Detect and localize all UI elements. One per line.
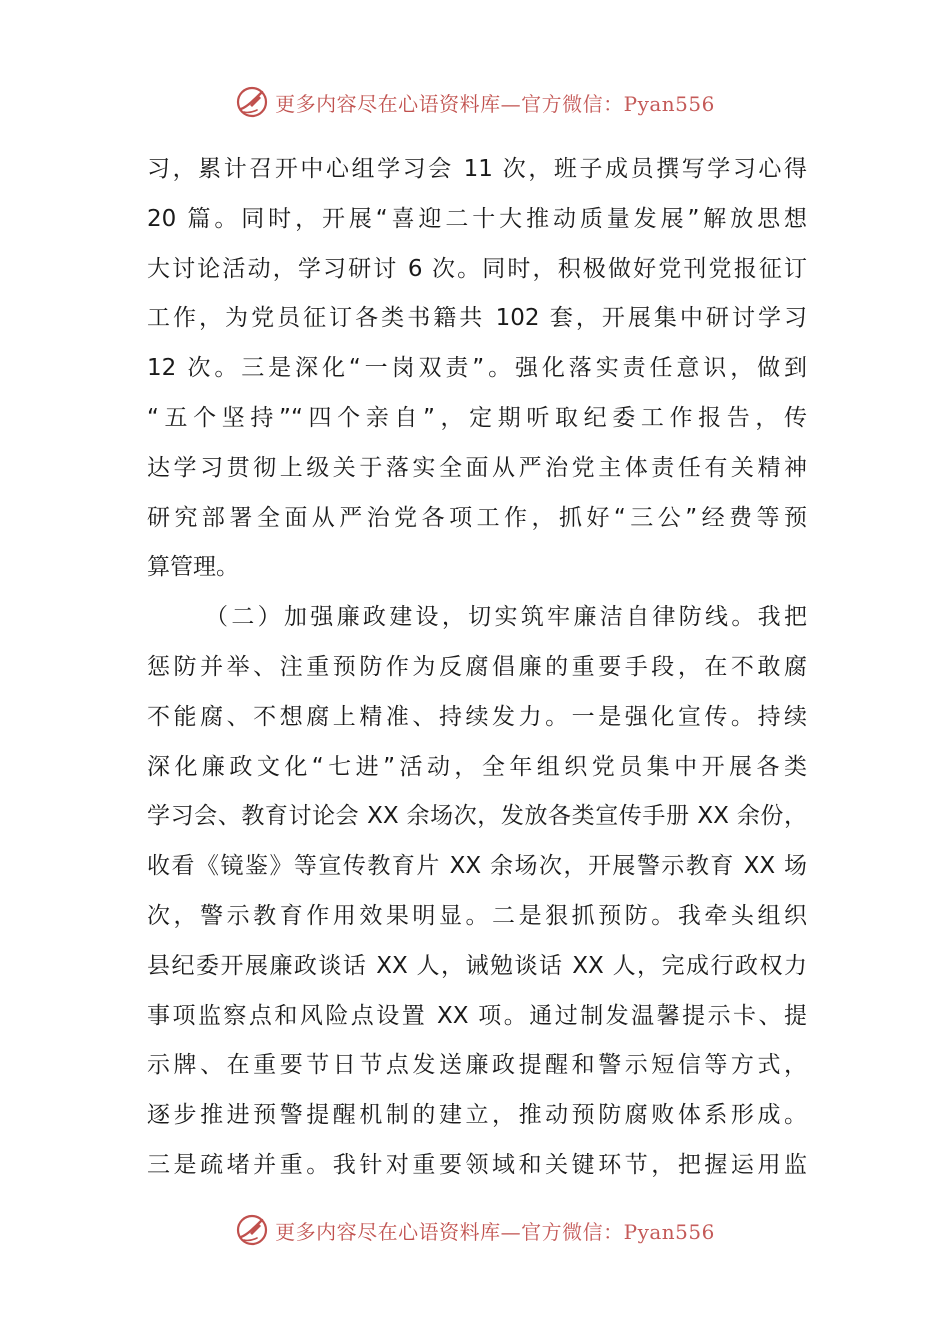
body-line: 研究部署全面从严治党各项工作，抓好“三公”经费等预 <box>147 504 807 531</box>
footer-banner <box>0 1210 950 1250</box>
body-line: 逐步推进预警提醒机制的建立，推动预防腐败体系形成。 <box>147 1102 807 1129</box>
body-line: 次，警示教育作用效果明显。二是狠抓预防。我牵头组织 <box>147 902 807 929</box>
pen-logo-icon <box>235 1213 269 1247</box>
body-line: 20 篇。同时，开展“喜迎二十大推动质量发展”解放思想 <box>147 205 807 232</box>
body-line: “五个坚持”“四个亲自”，定期听取纪委工作报告，传 <box>147 404 807 431</box>
body-line: 收看《镜鉴》等宣传教育片 XX 余场次，开展警示教育 XX 场 <box>147 853 807 880</box>
footer-banner-contact: 官方微信：Pyan556 <box>521 1219 715 1244</box>
body-line: 12 次。三是深化“一岗双责”。强化落实责任意识，做到 <box>147 355 807 382</box>
footer-banner-text: 更多内容尽在心语资料库 <box>275 1219 501 1244</box>
body-line: 县纪委开展廉政谈话 XX 人，诫勉谈话 XX 人，完成行政权力 <box>147 952 807 979</box>
body-line: 不能腐、不想腐上精准、持续发力。一是强化宣传。持续 <box>147 703 807 730</box>
section-heading-line: （二）加强廉政建设，切实筑牢廉洁自律防线。我把 <box>205 604 807 631</box>
body-line: 习，累计召开中心组学习会 11 次，班子成员撰写学习心得 <box>147 156 807 182</box>
body-line: 事项监察点和风险点设置 XX 项。通过制发温馨提示卡、提 <box>147 1002 807 1029</box>
body-line: 算管理。 <box>147 554 239 581</box>
body-line: 示牌、在重要节日节点发送廉政提醒和警示短信等方式， <box>147 1052 807 1079</box>
pen-logo-icon <box>235 85 269 119</box>
document-body <box>147 145 807 1191</box>
body-line: 三是疏堵并重。我针对重要领域和关键环节，把握运用监 <box>147 1151 807 1178</box>
body-line: 惩防并举、注重预防作为反腐倡廉的重要手段，在不敢腐 <box>147 653 807 680</box>
header-banner-contact: 官方微信：Pyan556 <box>521 91 715 116</box>
header-banner <box>0 82 950 122</box>
footer-banner-dash: — <box>500 1219 522 1244</box>
body-line: 深化廉政文化“七进”活动，全年组织党员集中开展各类 <box>147 753 807 780</box>
body-line: 学习会、教育讨论会 XX 余场次，发放各类宣传手册 XX 余份， <box>147 803 807 830</box>
body-line: 达学习贯彻上级关于落实全面从严治党主体责任有关精神 <box>147 454 807 481</box>
body-line: 大讨论活动，学习研讨 6 次。同时，积极做好党刊党报征订 <box>147 255 807 282</box>
header-banner-text: 更多内容尽在心语资料库 <box>275 91 501 116</box>
body-line: 工作，为党员征订各类书籍共 102 套，开展集中研讨学习 <box>147 305 807 332</box>
header-banner-dash: — <box>500 91 522 116</box>
